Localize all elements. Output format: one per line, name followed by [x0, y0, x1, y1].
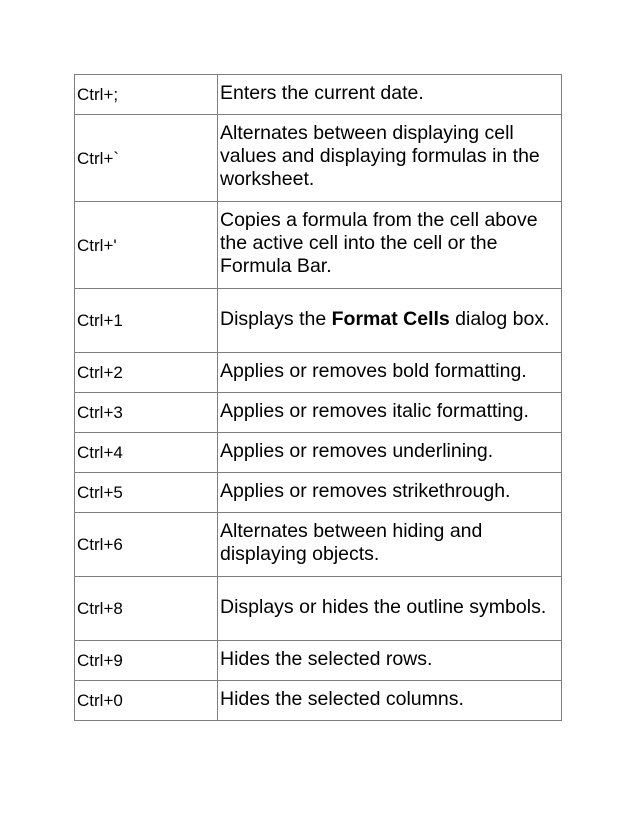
shortcut-description: Alternates between hiding and displaying objects. — [218, 513, 562, 577]
shortcut-key: Ctrl+5 — [75, 473, 218, 513]
shortcut-key: Ctrl+1 — [75, 289, 218, 353]
table-row — [75, 641, 562, 681]
table-row — [75, 577, 562, 641]
shortcut-description: Applies or removes underlining. — [218, 433, 562, 473]
shortcut-description: Enters the current date. — [218, 75, 562, 115]
shortcut-description: Applies or removes bold formatting. — [218, 353, 562, 393]
shortcut-key: Ctrl+3 — [75, 393, 218, 433]
description-text: Displays the — [220, 307, 332, 330]
shortcut-description: Applies or removes strikethrough. — [218, 473, 562, 513]
shortcut-key: Ctrl+' — [75, 202, 218, 289]
shortcut-description: Applies or removes italic formatting. — [218, 393, 562, 433]
table-row — [75, 473, 562, 513]
table-row — [75, 289, 562, 353]
shortcut-description: Copies a formula from the cell above the active cell into the cell or the Formula Bar. — [218, 202, 562, 289]
table-row — [75, 433, 562, 473]
table-row — [75, 115, 562, 202]
shortcut-description — [218, 289, 562, 353]
dialog-name-bold: Format Cells — [331, 307, 450, 330]
shortcut-key: Ctrl+0 — [75, 681, 218, 721]
shortcut-description: Alternates between displaying cell values and displaying formulas in the worksheet. — [218, 115, 562, 202]
shortcut-key: Ctrl+9 — [75, 641, 218, 681]
description-text: dialog box. — [449, 307, 550, 330]
table-row — [75, 513, 562, 577]
table-row — [75, 75, 562, 115]
shortcut-description: Displays or hides the outline symbols. — [218, 577, 562, 641]
shortcut-description: Hides the selected rows. — [218, 641, 562, 681]
shortcut-key: Ctrl+8 — [75, 577, 218, 641]
table-row — [75, 681, 562, 721]
shortcut-key: Ctrl+4 — [75, 433, 218, 473]
shortcut-table — [74, 74, 562, 721]
shortcut-key: Ctrl+2 — [75, 353, 218, 393]
shortcut-key: Ctrl+6 — [75, 513, 218, 577]
shortcut-key: Ctrl+` — [75, 115, 218, 202]
table-row — [75, 393, 562, 433]
shortcut-description: Hides the selected columns. — [218, 681, 562, 721]
table-row — [75, 353, 562, 393]
table-row — [75, 202, 562, 289]
shortcut-key: Ctrl+; — [75, 75, 218, 115]
